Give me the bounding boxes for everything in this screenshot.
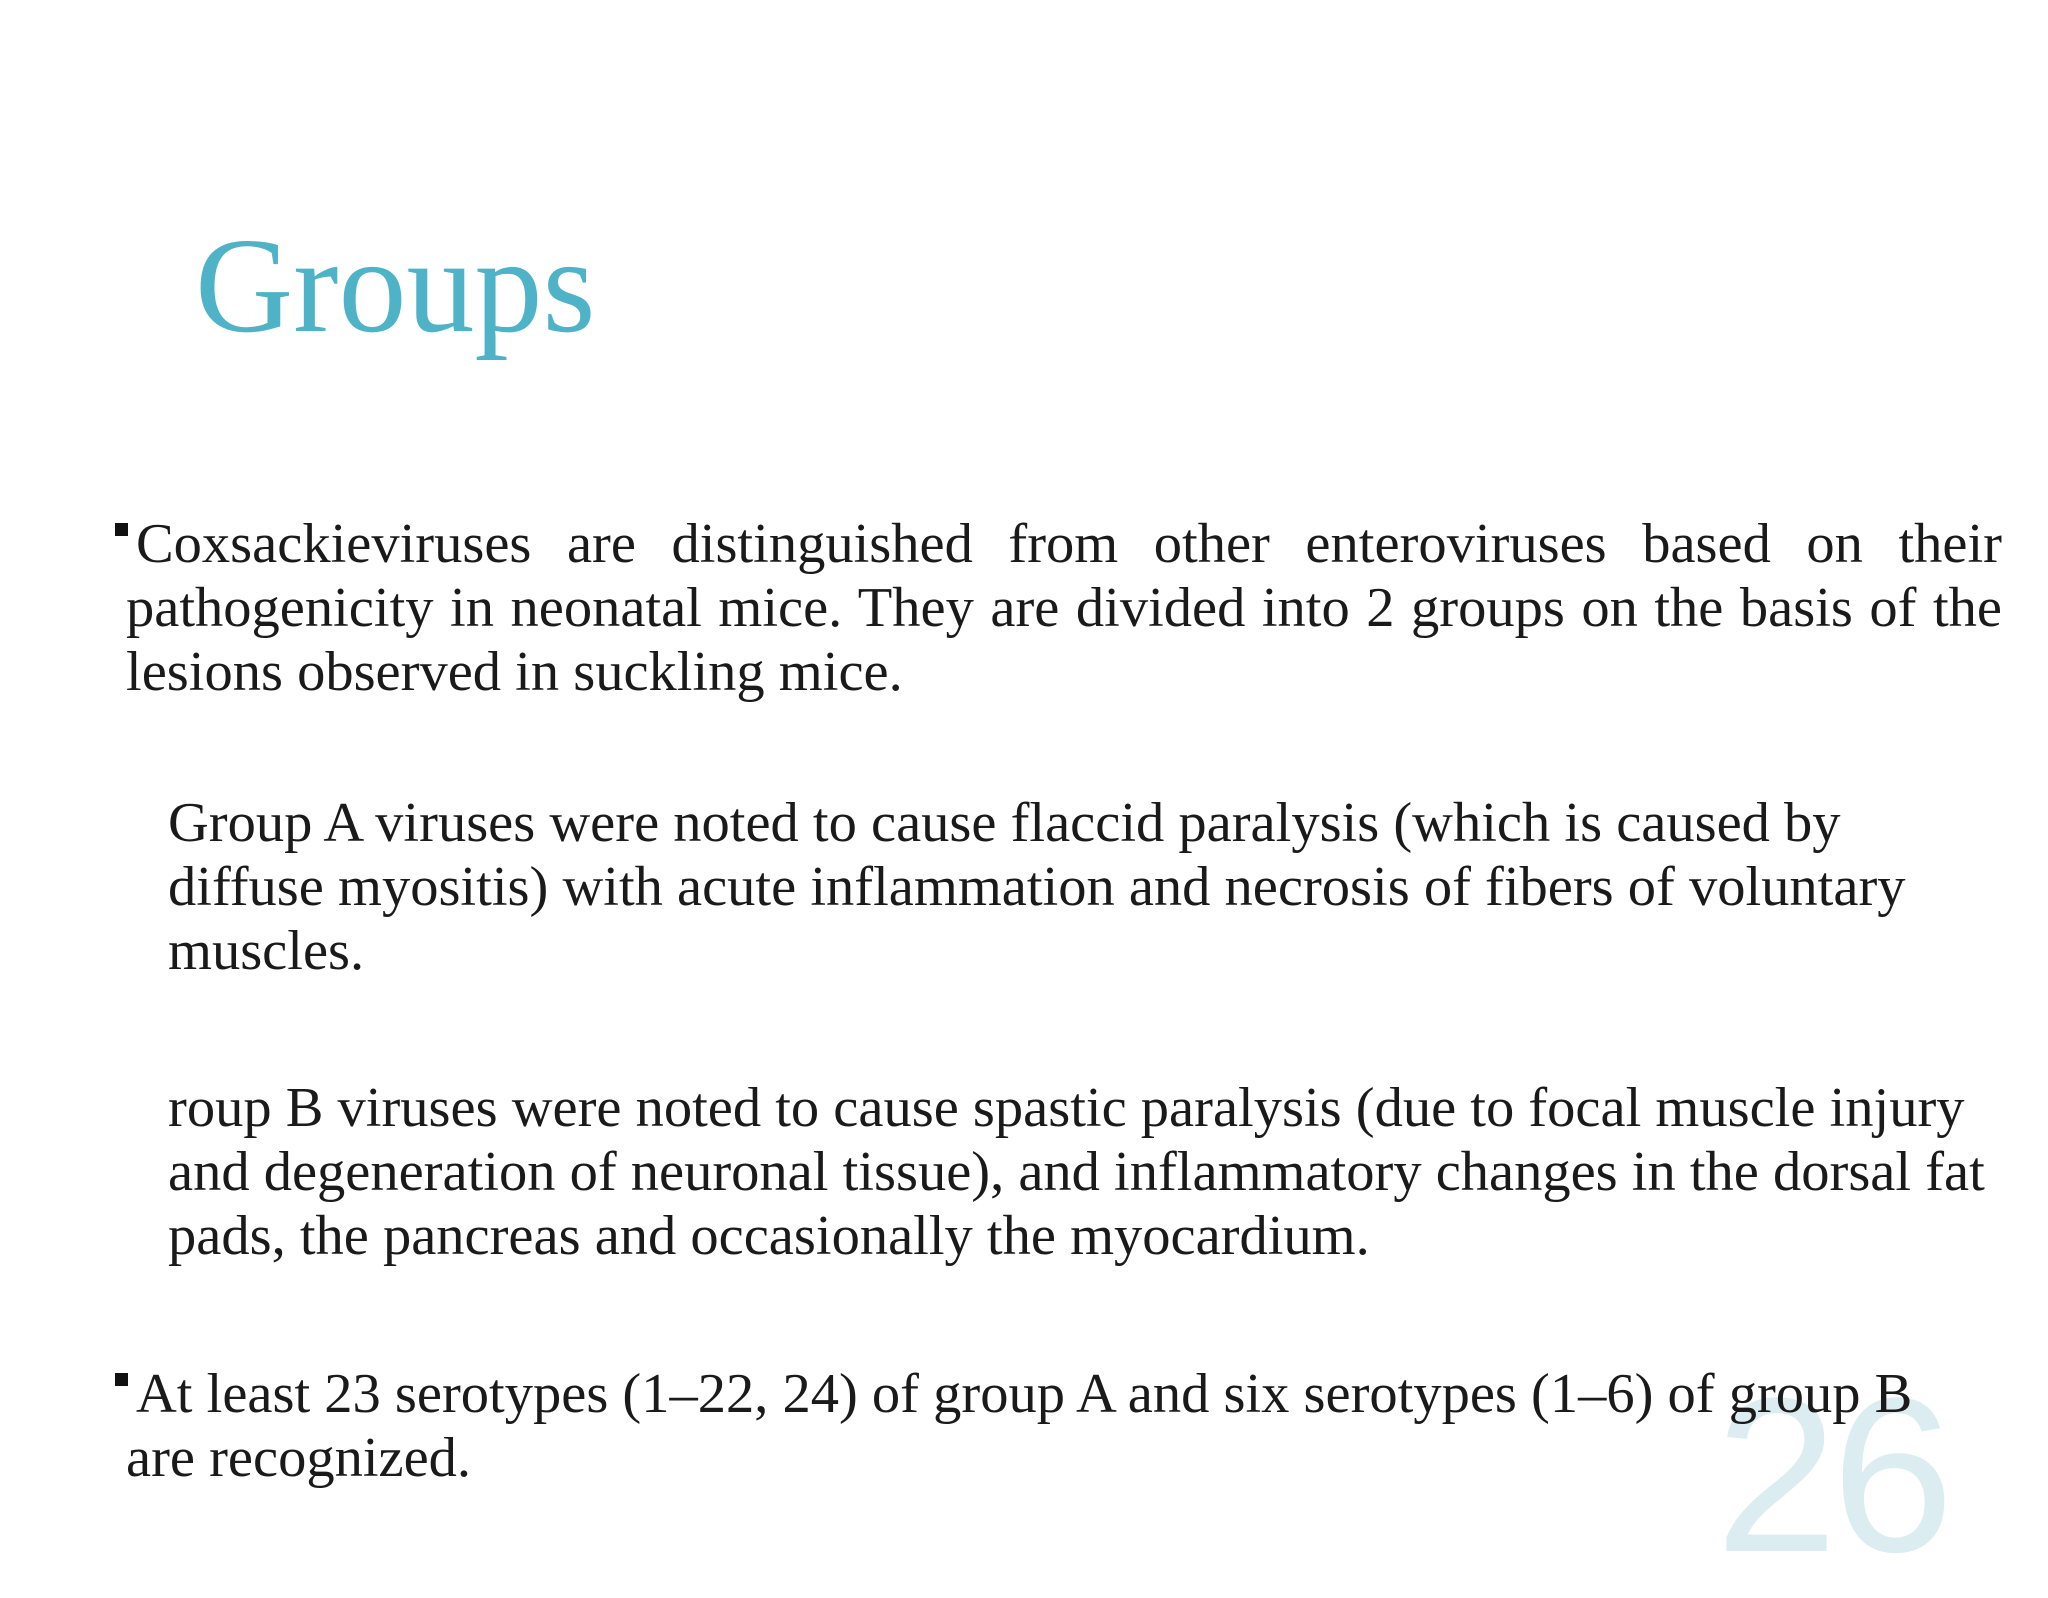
paragraph-group-b: roup B viruses were noted to cause spastic paralysis (due to focal muscle injury and degeneration of neuronal tissue), and inflammatory changes in the dorsal fat pads, the pancreas and occasionally the myocardium.: [168, 1077, 1985, 1267]
slide-page-number: 26: [1715, 1352, 1948, 1598]
slide-title: Groups: [195, 211, 596, 361]
paragraph-group-a: Group A viruses were noted to cause flaccid paralysis (which is caused by diffuse myositis) with acute inflammation and necrosis of fibers of voluntary muscles.: [168, 792, 1906, 982]
bullet-paragraph-coxsackie-overview: Coxsackieviruses are distinguished from other enteroviruses based on their pathogenicity in neonatal mice. They are divided into 2 groups on the basis of the lesions observed in suckling mice.: [126, 513, 2002, 703]
bullet-paragraph-serotypes: At least 23 serotypes (1–22, 24) of group A and six serotypes (1–6) of group B are recognized.: [126, 1363, 1913, 1489]
